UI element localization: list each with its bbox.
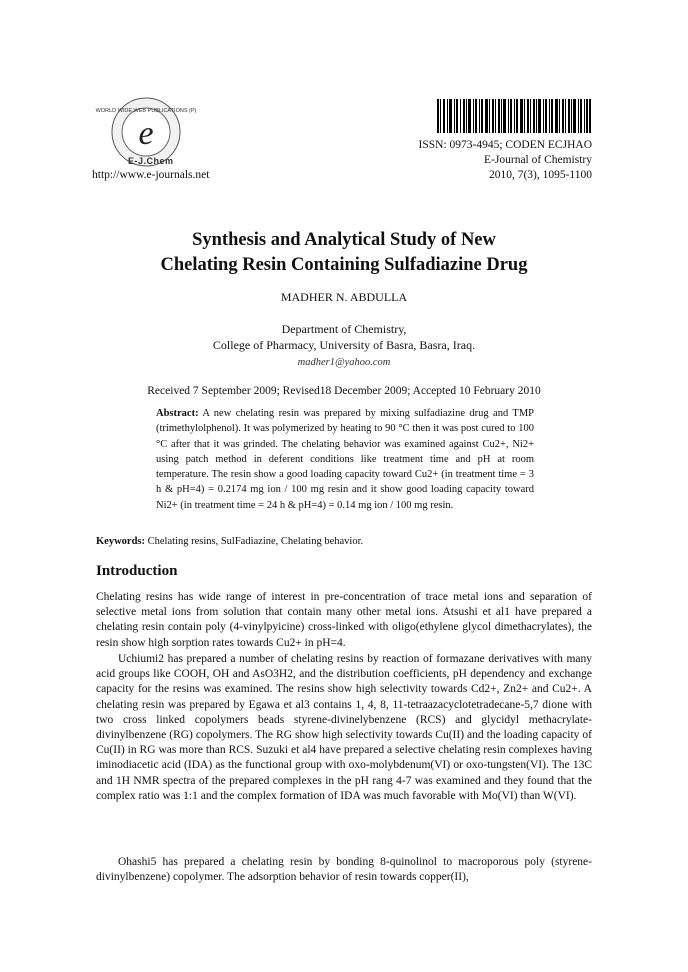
keywords: [96, 536, 363, 547]
author-email[interactable]: madher1@yahoo.com: [297, 357, 391, 368]
author-name: MADHER N. ABDULLA: [280, 290, 408, 304]
journal-name: E-Journal of Chemistry: [484, 154, 592, 166]
journal-url[interactable]: http://www.e-journals.net: [92, 169, 210, 181]
journal-info: [419, 138, 592, 183]
affiliation: [0, 321, 688, 353]
citation: 2010, 7(3), 1095-1100: [488, 169, 592, 181]
intro-paragraph-2: [96, 652, 592, 804]
title-line-2: Chelating Resin Containing Sulfadiazine Drug: [160, 255, 528, 275]
paragraph-text: Uchiumi2 has prepared a number of chelating resins by reaction of formazane derivatives with many acid groups like COOH, OH and AsO3H2, and the distribution coefficients, pH dependency and exchange capacity for the resins was examined. The resins show high selectivity towards Cd2+, Zn2+ and Cu2+. A chelating resin was prepared by Egawa et al3 contains 1, 4, 8, 11-tetraazacyclotetradecane-5,7 dione with two cross linked copolymers beads styrene-divinelybenzene (RCS) and glycidyl methacrylate-divinylbenzene (RG) copolymers. The RG show high selectivity towards Cu(II) and the loading capacity of Cu(II) in RG was more than RCS. Suzuki et al4 have prepared a selective chelating resin complexes having iminodiacetic acid (IDA) as the functional group with oxo-molybdenum(VI) or oxo-tungsten(VI). The 13C and 1H NMR spectra of the prepared complexes in the pH rang 4-7 was examined and they found that the complex ratio was 1:1 and the complex formation of IDA was much favorable with Mo(VI) than W(VI).: [96, 653, 592, 802]
introduction-heading: Introduction: [96, 563, 178, 579]
affiliation-line-2: College of Pharmacy, University of Basra, Basra, Iraq.: [212, 338, 476, 352]
paragraph-text: Ohashi5 has prepared a chelating resin by bonding 8-quinolinol to macroporous poly (styrene-divinylbenzene) copolymer. The adsorption behavior of resin towards copper(II),: [96, 856, 592, 884]
issn-line: ISSN: 0973-4945; CODEN ECJHAO: [418, 139, 592, 151]
logo-ring-text: WORLD WIDE WEB PUBLICATIONS (P): [95, 108, 197, 114]
abstract: [156, 406, 534, 513]
intro-paragraph-3: [96, 855, 592, 885]
keywords-text: Chelating resins, SulFadiazine, Chelating behavior.: [147, 536, 364, 547]
paragraph-text: Chelating resins has wide range of interest in pre-concentration of trace metal ions and separation of selective metal ions from solution that contain many other metal ions. Atsushi et al1 have prepared a chelating resin contain poly (4-vinylpyicine) cross-linked with oligo(ethylene glycol dimethacrylates), the resin show high sorption rates towards Cu2+ in pH=4.: [96, 591, 592, 649]
abstract-label: Abstract:: [156, 408, 199, 419]
affiliation-line-1: Department of Chemistry,: [281, 322, 407, 336]
intro-paragraph-1: [96, 590, 592, 651]
svg-text:e: e: [138, 115, 154, 152]
title-line-1: Synthesis and Analytical Study of New: [192, 230, 496, 250]
article-title: [0, 228, 688, 278]
logo-name: E-J.Chem: [128, 156, 174, 166]
barcode-image: [437, 99, 591, 133]
article-dates: Received 7 September 2009; Revised18 December 2009; Accepted 10 February 2010: [147, 385, 541, 397]
abstract-text: A new chelating resin was prepared by mixing sulfadiazine drug and TMP (trimethylolphenol). It was polymerized by heating to 90 °C then it was post cured to 100 °C after that it was grinded. The chelating behavior was examined against Cu2+, Ni2+ using patch method in deferent conditions like treatment time and pH at room temperature. The resin show a good loading capacity toward Cu2+ (in treatment time = 3 h & pH=4) = 0.2174 mg ion / 100 mg resin and it show good loading capacity toward Ni2+ (in treatment time = 24 h & pH=4) = 0.14 mg ion / 100 mg resin.: [156, 408, 535, 511]
keywords-label: Keywords:: [96, 536, 145, 547]
